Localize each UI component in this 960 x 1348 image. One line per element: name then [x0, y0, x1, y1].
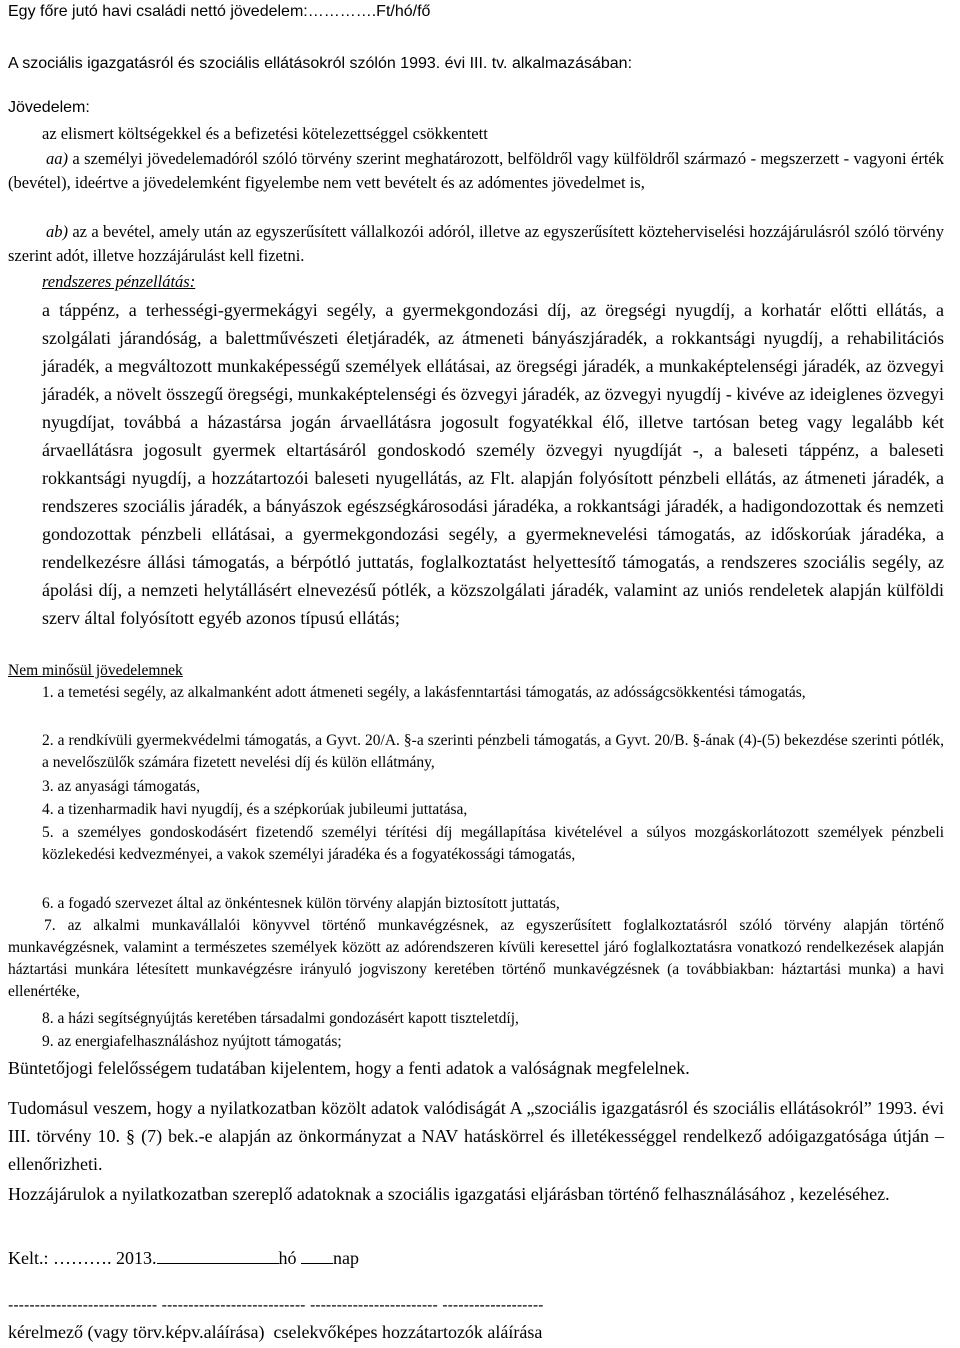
jovedelem-aa-paragraph: [8, 147, 944, 195]
kelt-line: [8, 1244, 944, 1272]
day-blank: [301, 1247, 333, 1264]
law-reference-line: A szociális igazgatásról és szociális ellátásokról szólón 1993. évi III. tv. alkalmazásában:: [8, 55, 633, 72]
list-item: 9. az energiafelhasználáshoz nyújtott támogatás;: [42, 1033, 342, 1050]
list-item: 4. a tizenharmadik havi nyugdíj, és a szépkorúak jubileumi juttatása,: [42, 801, 468, 818]
nem-minosul-heading: [8, 660, 944, 682]
buntetojogi-statement: Büntetőjogi felelősségem tudatában kijelentem, hogy a fenti adatok a valóságnak megfelelnek.: [8, 1058, 690, 1078]
jovedelem-heading: Jövedelem:: [8, 99, 90, 116]
nem-minosul-heading-text: Nem minősül jövedelemnek: [8, 662, 183, 679]
list-item: 8. a házi segítségnyújtás keretében társadalmi gondozásért kapott tiszteletdíj,: [42, 1010, 519, 1027]
signature-dash-line: ---------------------------- --------------------------- ------------------------ -------------------: [8, 1297, 544, 1314]
income-per-capita-line: Egy főre jutó havi családi nettó jövedelem:………….Ft/hó/fő: [8, 3, 431, 20]
aa-label: aa): [46, 149, 68, 168]
jovedelem-ab-paragraph: [8, 220, 944, 268]
list-item: 1. a temetési segély, az alkalmanként adott átmeneti segély, a lakásfenntartási támogatás, az adósságcsökkentési támogatás,: [42, 684, 806, 701]
rendszeres-heading: [42, 270, 944, 294]
kelt-nap: nap: [333, 1248, 359, 1268]
tudomasul-statement: Tudomásul veszem, hogy a nyilatkozatban közölt adatok valódiságát A „szociális igazgatásról és szociális ellátásokról” 1993. évi III. törvény 10. § (7) bek.-e alapján az önkormányzat a NAV hatáskörrel és illetékességgel rendelkező adóigazgatósága útján – ellenőrizheti.: [8, 1098, 944, 1174]
ab-text: az a bevétel, amely után az egyszerűsített vállalkozói adóról, illetve az egyszerűsített közteherviselési hozzájárulásról szóló törvény szerint adót, illetve hozzájárulást kell fizetni.: [8, 222, 944, 265]
ab-label: ab): [46, 222, 68, 241]
jovedelem-intro: az elismert költségekkel és a befizetési kötelezettséggel csökkentett: [42, 124, 488, 143]
list-item: 5. a személyes gondoskodásért fizetendő személyi térítési díj megállapítása kivételével a súlyos mozgáskorlátozott személyek pénzbeli közlekedési kedvezményei, a vakok személyi járadéka és a fogyatékossági támogatás,: [42, 824, 944, 863]
list-item: 7. az alkalmi munkavállalói könyvvel történő munkavégzésnek, az egyszerűsített foglalkoztatásról szóló törvény alapján történő munkavégzésnek, valamint a természetes személyek között az adórendszeren kívüli keresettel járó foglalkoztatásra vonatkozó rendelkezések alapján háztartási munkára létesített munkavégzésre irányuló jogviszony keretében történő munkavégzésnek (a továbbiakban: háztartási munka) a havi ellenértéke,: [8, 917, 944, 1000]
hozzajarulok-statement: Hozzájárulok a nyilatkozatban szereplő adatoknak a szociális igazgatási eljárásban történő felhasználásához , kezeléséhez.: [8, 1184, 890, 1204]
month-blank: [157, 1247, 279, 1264]
kelt-ho: hó: [278, 1248, 297, 1268]
kelt-prefix: Kelt.: ………. 2013.: [8, 1248, 157, 1268]
rendszeres-heading-text: rendszeres pénzellátás:: [42, 272, 196, 291]
signature-labels: kérelmező (vagy törv.képv.aláírása) cselekvőképes hozzátartozók aláírása: [8, 1322, 543, 1342]
list-item: 3. az anyasági támogatás,: [42, 778, 200, 795]
list-item: 2. a rendkívüli gyermekvédelmi támogatás, a Gyvt. 20/A. §-a szerinti pénzbeli támogatás, a Gyvt. 20/B. §-ának (4)-(5) bekezdése szerinti pótlék, a nevelőszülők számára fizetett nevelési díj és külön ellátmány,: [42, 732, 944, 771]
aa-text: a személyi jövedelemadóról szóló törvény szerint meghatározott, belföldről vagy külföldről származó - megszerzett - vagyoni érték (bevétel), ideértve a jövedelemként figyelembe nem vett bevételt és az adómentes jövedelmet is,: [8, 149, 944, 192]
list-item: 6. a fogadó szervezet által az önkéntesnek külön törvény alapján biztosított juttatás,: [42, 895, 560, 912]
rendszeres-penzellatas-text: a táppénz, a terhességi-gyermekágyi segély, a gyermekgondozási díj, az öregségi nyugdíj, a korhatár előtti ellátás, a szolgálati járandóság, a balettművészeti életjáradék, az átmeneti bányászjáradék, a rokkantsági nyugdíj, a rehabilitációs járadék, a megváltozott munkaképességű személyek ellátásai, az öregségi járadék, a munkaképtelenségi járadék, az özvegyi járadék, a növelt összegű öregségi, munkaképtelenségi és özvegyi járadék, az özvegyi nyugdíj - kivéve az ideiglenes özvegyi nyugdíjat, továbbá a házastársa jogán árvaellátásra jogosult fogyatékkal élő, illetve tartósan beteg vagy legalább két árvaellátásra jogosult gyermek eltartásáról gondoskodó személy özvegyi nyugdíját -, a baleseti táppénz, a baleseti rokkantsági nyugdíj, a hozzátartozói baleseti nyugellátás, az Flt. alapján folyósított pénzbeli ellátás, az átmeneti járadék, a rendszeres szociális járadék, a bányászok egészségkárosodási járadéka, a rokkantsági járadék, a hadigondozottak és nemzeti gondozottak pénzbeli ellátásai, a gyermekgondozási segély, a gyermeknevelési támogatás, az időskorúak járadéka, a rendelkezésre állási támogatás, a bérpótló juttatás, foglalkoztatást helyettesítő támogatás, a rendszeres szociális segély, az ápolási díj, a nemzeti helytállásért elnevezésű pótlék, a közszolgálati járadék, valamint az uniós rendeletek alapján külföldi szerv által folyósított egyéb azonos típusú ellátás;: [42, 300, 944, 628]
